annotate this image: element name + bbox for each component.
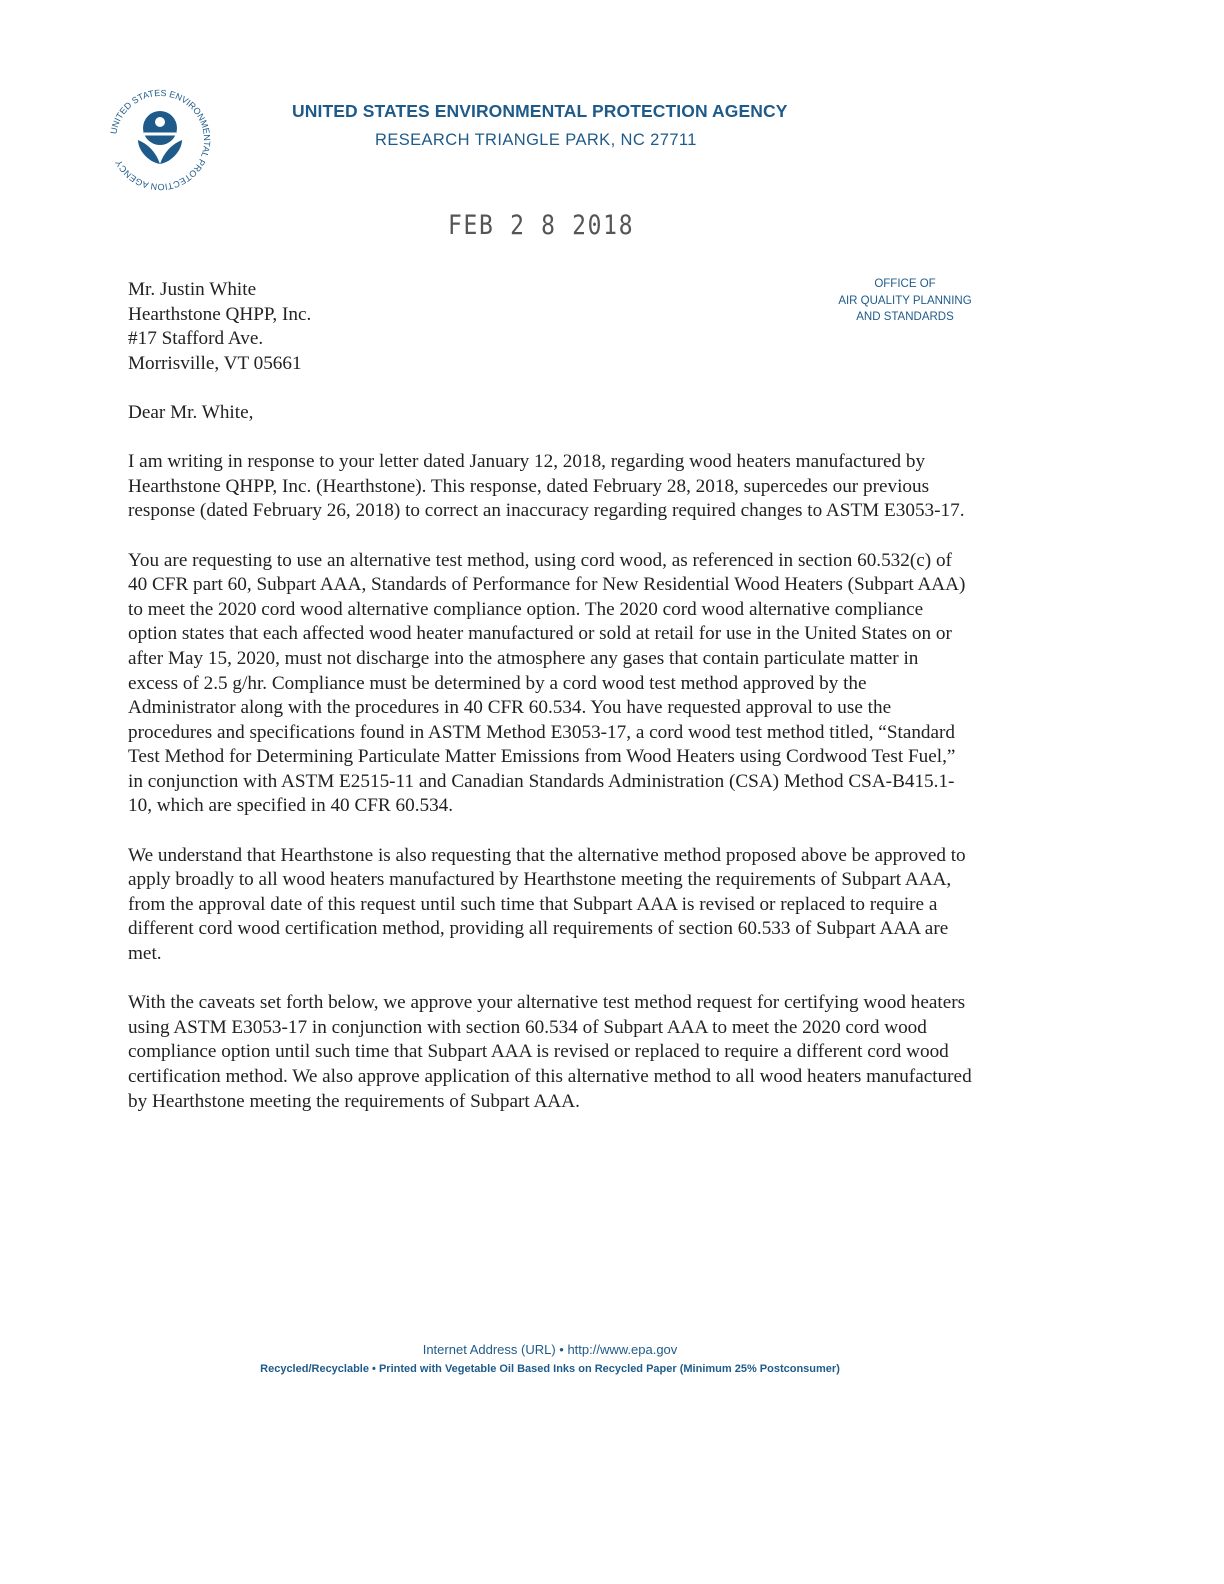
footer-url: Internet Address (URL) • http://www.epa.gov <box>422 1342 678 1357</box>
paragraph: I am writing in response to your letter dated January 12, 2018, regarding wood heaters manufactured by Hearthstone QHPP, Inc. (Hearthstone). This response, dated February 28, 2018, supercedes our previous response (dated February 26, 2018) to correct an inaccuracy regarding required changes to ASTM E3053-17. <box>128 451 965 522</box>
agency-location: RESEARCH TRIANGLE PARK, NC 27711 <box>375 131 697 149</box>
address-line: Hearthstone QHPP, Inc. <box>128 303 312 325</box>
epa-seal-logo <box>104 84 216 196</box>
office-line: OFFICE OF <box>874 278 936 290</box>
salutation: Dear Mr. White, <box>128 401 254 423</box>
recipient-address <box>128 278 973 376</box>
footer-recycled: Recycled/Recyclable • Printed with Vegetable Oil Based Inks on Recycled Paper (Minimum 25% Postconsumer) <box>260 1363 840 1375</box>
paragraph: With the caveats set forth below, we approve your alternative test method request for certifying wood heaters using ASTM E3053-17 in conjunction with section 60.534 of Subpart AAA to meet the 2020 cord wood compliance option until such time that Subpart AAA is revised or replaced to require a different cord wood certification method. We also approve application of this alternative method to all wood heaters manufactured by Hearthstone meeting the requirements of Subpart AAA. <box>128 992 972 1112</box>
date-stamp: FEB 2 8 2018 <box>448 210 635 241</box>
paragraph: We understand that Hearthstone is also requesting that the alternative method proposed above be approved to apply broadly to all wood heaters manufactured by Hearthstone meeting the requirements of Subpart AAA, from the approval date of this request until such time that Subpart AAA is revised or replaced to require a different cord wood certification method, providing all requirements of section 60.533 of Subpart AAA are met. <box>128 844 966 965</box>
letter-body <box>128 278 973 1139</box>
address-line: Morrisville, VT 05661 <box>128 352 302 374</box>
svg-text:UNITED STATES ENVIRONMENTAL PR: UNITED STATES ENVIRONMENTAL PROTECTION AGENCY <box>108 87 213 193</box>
address-line: #17 Stafford Ave. <box>128 328 264 350</box>
office-line: AND STANDARDS <box>856 311 954 323</box>
office-line: AIR QUALITY PLANNING <box>838 294 972 307</box>
agency-name: UNITED STATES ENVIRONMENTAL PROTECTION AGENCY <box>292 101 788 121</box>
paragraph: You are requesting to use an alternative test method, using cord wood, as referenced in section 60.532(c) of 40 CFR part 60, Subpart AAA, Standards of Performance for New Residential Wood Heaters (Subpart AAA) to meet the 2020 cord wood alternative compliance option. The 2020 cord wood alternative compliance option states that each affected wood heater manufactured or sold at retail for use in the United States on or after May 15, 2020, must not discharge into the atmosphere any gases that contain particulate matter in excess of 2.5 g/hr. Compliance must be determined by a cord wood test method approved by the Administrator along with the procedures in 40 CFR 60.534. You have requested approval to use the procedures and specifications found in ASTM Method E3053-17, a cord wood test method titled, “Standard Test Method for Determining Particulate Matter Emissions from Wood Heaters using Cordwood Test Fuel,” in conjunction with ASTM E2515-11 and Canadian Standards Administration (CSA) Method CSA-B415.1-10, which are specified in 40 CFR 60.534. <box>128 549 966 817</box>
address-line: Mr. Justin White <box>128 279 257 300</box>
